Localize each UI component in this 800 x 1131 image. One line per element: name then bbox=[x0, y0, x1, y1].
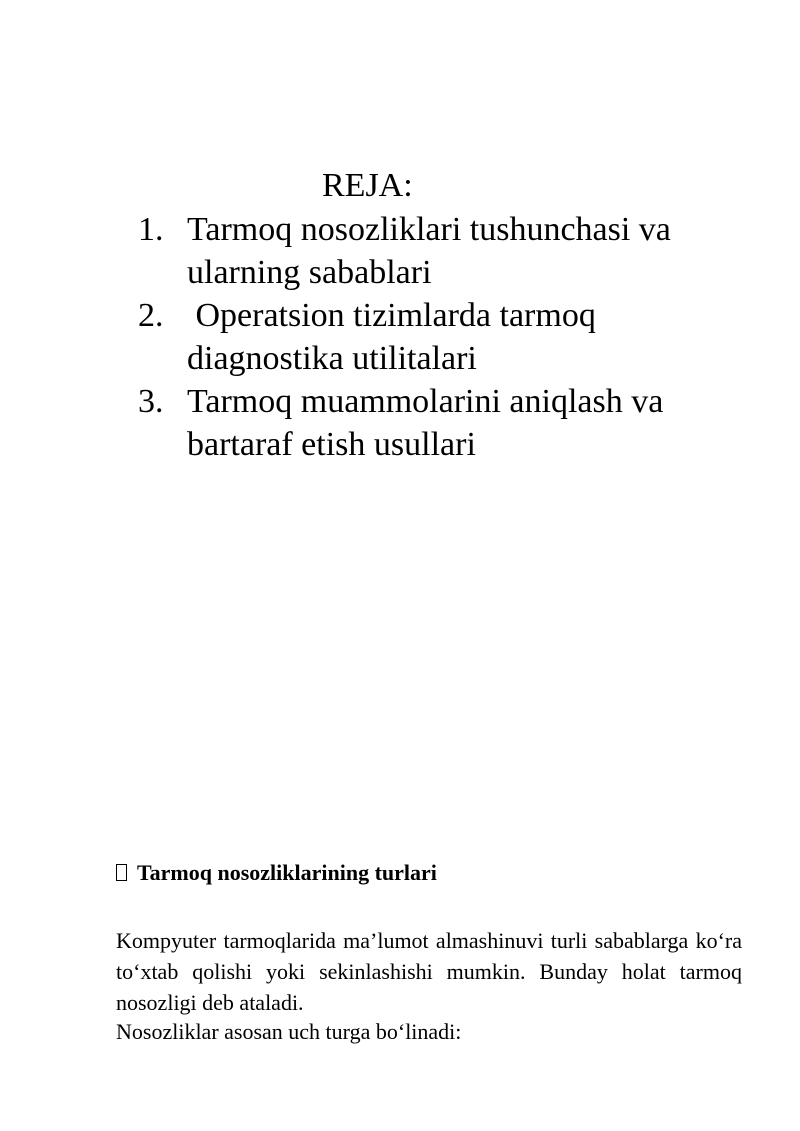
missing-glyph-box-icon bbox=[116, 864, 127, 881]
plan-item bbox=[0, 208, 747, 294]
plan-item-number: 3. bbox=[138, 383, 164, 420]
plan-item-text: Operatsion tizimlarda tarmoq diagnostika utilitalari bbox=[187, 297, 605, 377]
plan-item-number: 2. bbox=[138, 297, 164, 334]
body-line: Nosozliklar asosan uch turga bo‘linadi: bbox=[116, 1019, 462, 1044]
section-heading-text: Tarmoq nosozliklarining turlari bbox=[137, 860, 437, 885]
plan-item bbox=[0, 294, 747, 380]
body-paragraph: Kompyuter tarmoqlarida ma’lumot almashinuvi turli sabablarga ko‘ra to‘xtab qolishi yoki sekinlashishi mumkin. Bunday holat tarmoq nosozligi deb ataladi. bbox=[116, 928, 742, 1015]
section-heading bbox=[116, 858, 437, 888]
plan-title: REJA: bbox=[322, 167, 413, 204]
plan-item-number: 1. bbox=[138, 211, 164, 248]
plan-list bbox=[0, 208, 800, 466]
plan-item bbox=[0, 380, 747, 466]
plan-item-text: Tarmoq muammolarini aniqlash va bartaraf etish usullari bbox=[187, 383, 664, 463]
plan-item-text: Tarmoq nosozliklari tushunchasi va ularning sabablari bbox=[187, 211, 671, 291]
